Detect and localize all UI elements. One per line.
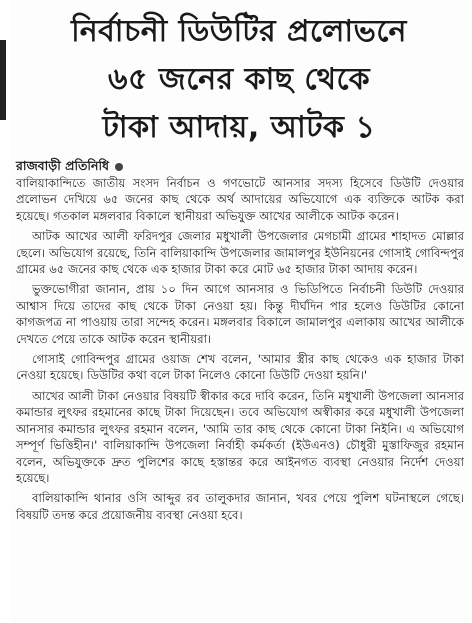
paragraph-1: বালিয়াকান্দিতে জাতীয় সংসদ নির্বাচন ও গণভোটে আনসার সদস্য হিসেবে ডিউটি দেওয়ার প্রলোভন দেখিয়ে ৬৫ জনের কাছ থেকে অর্থ আদায়ের অভিযোগে এক ব্যক্তিকে আটক করা হয়েছে। গতকাল মঙ্গলবার বিকালে স্থানীয়রা অভিযুক্ত আখের আলীকে আটক করেন। <box>16 176 464 223</box>
bullet-dot-icon <box>115 163 123 171</box>
page-edge-bar <box>0 40 6 120</box>
paragraph-3: ভুক্তভোগীরা জানান, প্রায় ১০ দিন আগে আনসার ও ভিডিপিতে নির্বাচনী ডিউটি দেওয়ার আশ্বাস দিয়ে তাদের কাছ থেকে টাকা নেওয়া হয়। কিন্তু দীর্ঘদিন পার হলেও ডিউটির কোনো কাগজপত্র না পাওয়ায় তারা সন্দেহ করেন। মঙ্গলবার বিকালে জামালপুর এলাকায় আখের আলীকে দেখতে পেয়ে তাকে আটক করেন স্থানীয়রা। <box>16 282 464 346</box>
byline-text: রাজবাড়ী প্রতিনিধি <box>16 158 110 173</box>
headline-line-3: টাকা আদায়, আটক ১ <box>102 110 376 145</box>
article-body <box>10 175 468 523</box>
paragraph-6: বালিয়াকান্দি থানার ওসি আব্দুর রব তালুকদার জানান, খবর পেয়ে পুলিশ ঘটনাস্থলে গেছে। বিষয়টি তদন্ত করে প্রয়োজনীয় ব্যবস্থা নেওয়া হবে। <box>16 491 464 522</box>
paragraph-5: আখের আলী টাকা নেওয়ার বিষয়টি স্বীকার করে দাবি করেন, তিনি মধুখালী উপজেলা আনসার কমান্ডার লুৎফর রহমানের কাছে টাকা দিয়েছেন। তবে অভিযোগ অস্বীকার করে মধুখালী উপজেলা আনসার কমান্ডার লুৎফর রহমান বলেন, 'আমি তার কাছ থেকে কোনো টাকা নিইনি। এ অভিযোগ সম্পূর্ণ ভিত্তিহীন।' বালিয়াকান্দি উপজেলা নির্বাহী কর্মকর্তা (ইউএনও) চৌধুরী মুস্তাফিজুর রহমান বলেন, অভিযুক্তকে দ্রুত পুলিশের কাছে হস্তান্তর করে আইনগত ব্যবস্থা নেওয়ার নির্দেশ দেওয়া হয়েছে। <box>16 388 464 485</box>
news-clipping <box>10 0 468 623</box>
headline-line-2: ৬৫ জনের কাছ থেকে <box>107 62 371 97</box>
headline <box>10 8 468 152</box>
byline <box>10 158 468 174</box>
headline-line-1: নির্বাচনী ডিউটির প্রলোভনে <box>71 14 407 49</box>
paragraph-2: আটক আখের আলী ফরিদপুর জেলার মধুখালী উপজেলার মেগচামী গ্রামের শাহাদত মোল্লার ছেলে। অভিযোগ রয়েছে, তিনি বালিয়াকান্দি উপজেলার জামালপুর ইউনিয়নের গোসাই গোবিন্দপুর গ্রামের ৬৫ জনের কাছ থেকে এক হাজার টাকা করে মোট ৬৫ হাজার টাকা আদায় করেন। <box>16 229 464 277</box>
paragraph-4: গোসাই গোবিন্দপুর গ্রামের ওয়াজ শেখ বলেন, 'আমার স্ত্রীর কাছ থেকেও এক হাজার টাকা নেওয়া হয়েছে। ডিউটির কথা বলে টাকা নিলেও কোনো ডিউটি দেওয়া হয়নি।' <box>16 352 464 383</box>
